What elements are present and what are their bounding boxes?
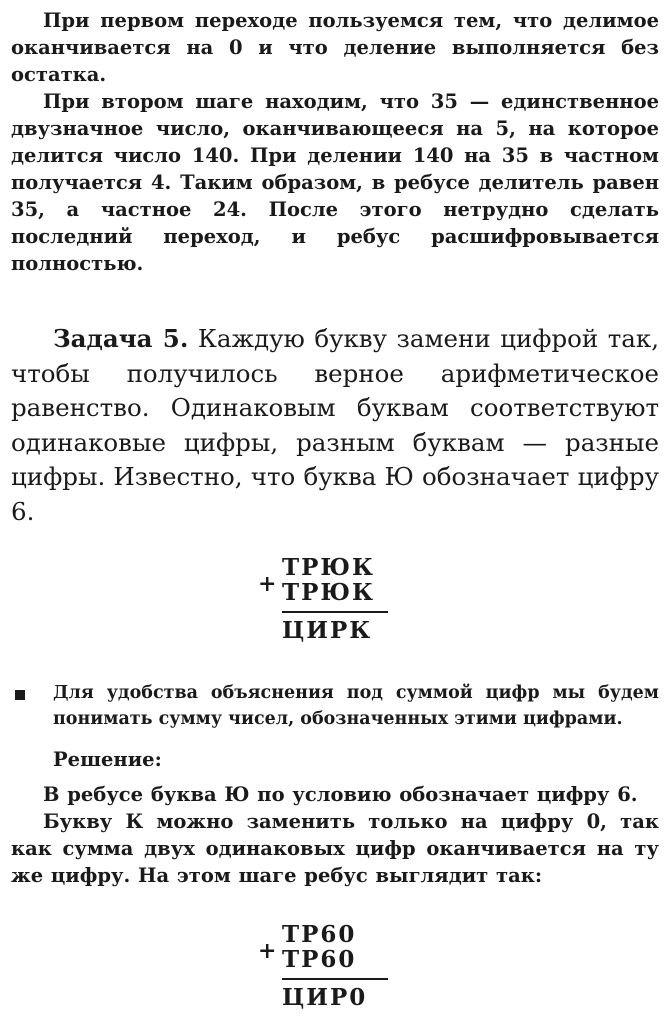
square-bullet-icon [15,690,25,700]
solution-heading: Решение: [53,748,162,771]
plus-sign: + [258,571,277,597]
rebus-addition-partial [258,922,398,1022]
task-text: Каждую букву замени цифрой так, чтобы получилось верное арифметическое равенство. Одинаковым буквам соответствуют одинаковые цифры, разным буквам — разные цифры. Известно, что буква Ю обозначает цифру 6. [11,324,659,526]
plus-sign: + [258,938,277,964]
intro-section [11,7,659,277]
solution-section [11,781,659,889]
rebus-addition-letters [258,555,398,650]
solution-paragraph-2: Букву К можно заменить только на цифру 0, так как сумма двух одинаковых цифр оканчивается на ту же цифру. На этом шаге ребус выглядит так: [11,810,659,887]
rebus-sum: ЦИРК [282,617,373,644]
sum-line [282,978,388,980]
task-label: Задача 5. [53,324,189,353]
rebus-addend-2: ТРЮК [282,579,375,606]
solution-paragraph-1: В ребусе буква Ю по условию обозначает цифру 6. [43,783,638,806]
task-statement [11,322,659,529]
intro-paragraph-1: При первом переходе пользуемся тем, что делимое оканчивается на 0 и что деление выполняется без остатка. [11,9,659,86]
rebus-addend-1: ТР60 [282,921,357,948]
intro-paragraph-2: При втором шаге находим, что 35 — единственное двузначное число, оканчивающееся на 5, на которое делится число 140. При делении 140 на 35 в частном получается 4. Таким образом, в ребусе делитель равен 35, а частное 24. После этого нетрудно сделать последний переход, и ребус расшифровывается полностью. [11,90,659,275]
rebus-addend-2: ТР60 [282,946,357,973]
rebus-addend-1: ТРЮК [282,554,375,581]
rebus-sum: ЦИР0 [282,984,368,1011]
sum-line [282,611,388,613]
note-text: Для удобства объяснения под суммой цифр мы будем понимать сумму чисел, обозначенных этими цифрами. [53,683,659,729]
